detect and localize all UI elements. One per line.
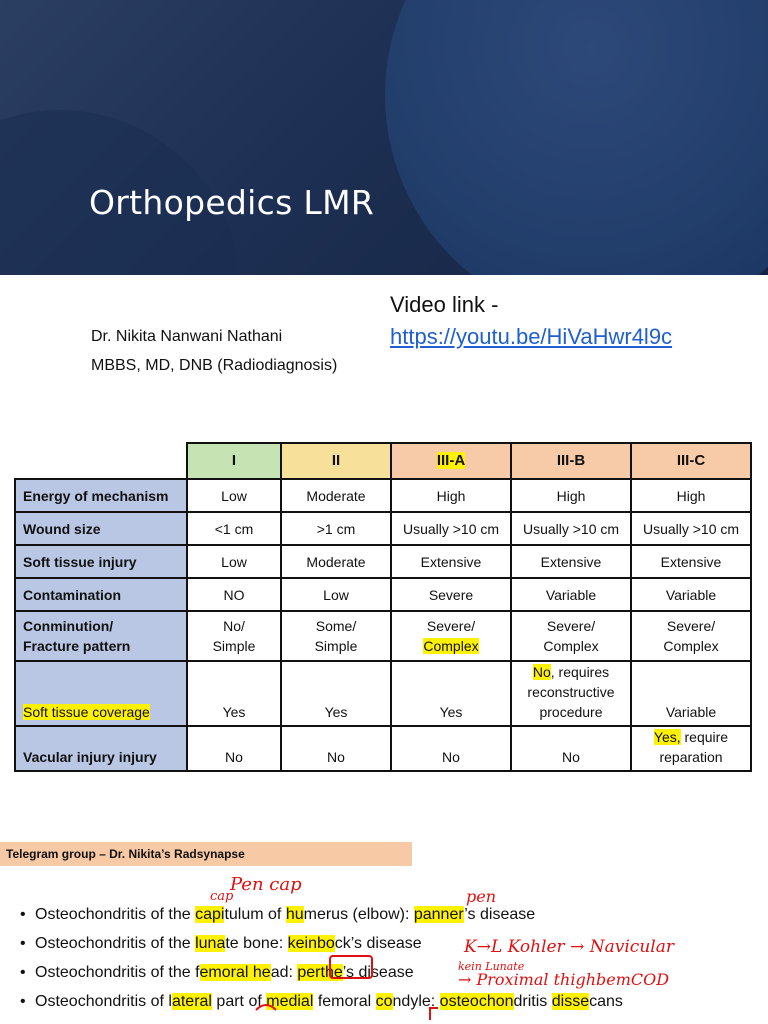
table-header-row xyxy=(15,443,751,479)
table-cell: Low xyxy=(281,578,391,611)
table-cell: High xyxy=(631,479,751,512)
row-label xyxy=(15,661,187,726)
table-cell xyxy=(511,611,631,661)
table-row xyxy=(15,611,751,661)
slide-title: Orthopedics LMR xyxy=(89,183,375,222)
table-cell: No xyxy=(391,726,511,771)
table-cell: Extensive xyxy=(391,545,511,578)
table-cell: Yes xyxy=(391,661,511,726)
highlighted-text: medial xyxy=(266,993,314,1010)
highlighted-text: perthe xyxy=(297,964,343,981)
table-row xyxy=(15,661,751,726)
highlighted-text: disse xyxy=(551,993,590,1010)
gustilo-grade-table xyxy=(14,442,752,772)
table-cell: Variable xyxy=(511,578,631,611)
column-header: II xyxy=(281,443,391,479)
highlighted-text: hu xyxy=(285,906,304,923)
table-row xyxy=(15,479,751,512)
row-label-line: Conminution/ xyxy=(23,618,114,634)
cell-line xyxy=(394,636,508,656)
annotation-kein-lunate: kein Lunate xyxy=(458,960,525,973)
text: tulum of xyxy=(224,906,286,923)
table-cell xyxy=(391,611,511,661)
row-label xyxy=(15,611,187,661)
column-header: III-A xyxy=(391,443,511,479)
highlighted-text: Complex xyxy=(423,638,479,654)
highlighted-text: Soft tissue coverage xyxy=(23,704,150,720)
column-header: III-C xyxy=(631,443,751,479)
table-cell: High xyxy=(511,479,631,512)
video-link[interactable]: https://youtu.be/HiVaHwr4l9c xyxy=(390,324,673,349)
annotation-proximal: → Proximal thighbemCOD xyxy=(458,970,670,989)
cell-text: , requires xyxy=(550,664,610,680)
row-label-line: Fracture pattern xyxy=(23,638,131,654)
cell-line: procedure xyxy=(539,704,603,720)
highlighted-text: No xyxy=(532,664,551,680)
cell-line: Complex xyxy=(663,638,719,654)
table-cell: Usually >10 cm xyxy=(511,512,631,545)
table-cell xyxy=(187,611,281,661)
highlighted-text: Yes, xyxy=(653,729,681,745)
table-cell: Variable xyxy=(631,578,751,611)
highlighted-text: keinbo xyxy=(287,935,335,952)
banner-decor-circle xyxy=(385,0,768,275)
cell-line: reconstructive xyxy=(527,684,615,700)
table-row xyxy=(15,726,751,771)
table-cell: Extensive xyxy=(631,545,751,578)
table-cell: No xyxy=(511,726,631,771)
text: Osteochondritis of the xyxy=(35,906,196,923)
table-corner xyxy=(15,443,187,479)
cell-line: Simple xyxy=(212,638,256,654)
text: dritis xyxy=(513,993,552,1010)
table-row xyxy=(15,512,751,545)
table-cell: Moderate xyxy=(281,545,391,578)
cell-line: Complex xyxy=(543,638,599,654)
author-name: Dr. Nikita Nanwani Nathani xyxy=(91,328,283,345)
cell-line: Simple xyxy=(314,638,358,654)
text: Osteochondritis of l xyxy=(35,993,172,1010)
table-cell: NO xyxy=(187,578,281,611)
highlighted-text: co xyxy=(375,993,393,1010)
highlighted-text: luna xyxy=(195,935,226,952)
table-cell: High xyxy=(391,479,511,512)
table-cell: Severe xyxy=(391,578,511,611)
annotation-kohler: K→L Kohler → Navicular xyxy=(464,937,674,957)
highlighted-text: capi xyxy=(195,906,225,923)
cell-line: Severe/ xyxy=(426,618,476,634)
cell-line xyxy=(514,662,628,682)
table-cell xyxy=(511,661,631,726)
text: ck’s disease xyxy=(334,935,422,952)
text: Osteochondritis of the xyxy=(35,935,196,952)
list-item: • Osteochondritis of lateral part of medial femoral condyle: osteochondritis dissecans xyxy=(20,993,623,1010)
row-label: Vacular injury injury xyxy=(15,726,187,771)
table-row xyxy=(15,578,751,611)
table-cell: No xyxy=(281,726,391,771)
cell-line xyxy=(634,727,748,747)
table-cell xyxy=(281,611,391,661)
table-cell: Low xyxy=(187,479,281,512)
text: ’s disease xyxy=(464,906,536,923)
cell-text: require xyxy=(680,729,729,745)
highlighted-text: emoral he xyxy=(199,964,271,981)
cell-line: reparation xyxy=(659,749,723,765)
annotation-pen: pen xyxy=(466,887,497,906)
highlighted-text: ateral xyxy=(171,993,212,1010)
text: ndyle: xyxy=(392,993,440,1010)
column-header-label: III-B xyxy=(556,452,586,469)
table-cell: Variable xyxy=(631,661,751,726)
row-label: Contamination xyxy=(15,578,187,611)
table-cell: Yes xyxy=(281,661,391,726)
text: ’s disease xyxy=(342,964,414,981)
column-header xyxy=(511,443,631,479)
table-cell: >1 cm xyxy=(281,512,391,545)
table-cell: Usually >10 cm xyxy=(391,512,511,545)
table-cell: <1 cm xyxy=(187,512,281,545)
list-item: • Osteochondritis of the capitulum of humerus (elbow): panner’s disease xyxy=(20,906,536,923)
telegram-group-banner: Telegram group – Dr. Nikita’s Radsynapse xyxy=(0,842,412,866)
table-cell xyxy=(631,726,751,771)
video-label: Video link - xyxy=(390,292,499,317)
table-cell: Yes xyxy=(187,661,281,726)
cell-line: No/ xyxy=(223,618,245,634)
table-row xyxy=(15,545,751,578)
row-label: Energy of mechanism xyxy=(15,479,187,512)
table-cell: Low xyxy=(187,545,281,578)
text: Osteochondritis of the f xyxy=(35,964,200,981)
highlighted-text: panner xyxy=(413,906,465,923)
annotation-pen-cap: Pen cap xyxy=(230,874,302,895)
column-header: I xyxy=(187,443,281,479)
cell-line: Severe/ xyxy=(666,618,716,634)
list-item: • Osteochondritis of the lunate bone: keinbock’s disease xyxy=(20,935,422,952)
text: femoral xyxy=(313,993,376,1010)
table-cell: Moderate xyxy=(281,479,391,512)
text: cans xyxy=(589,993,623,1010)
highlighted-text: osteochon xyxy=(439,993,514,1010)
text: part of xyxy=(211,993,267,1010)
cell-line: Some/ xyxy=(315,618,357,634)
table-cell: Extensive xyxy=(511,545,631,578)
title-banner xyxy=(0,0,768,275)
row-label: Wound size xyxy=(15,512,187,545)
text: merus (elbow): xyxy=(303,906,414,923)
row-label: Soft tissue injury xyxy=(15,545,187,578)
table-cell xyxy=(631,611,751,661)
osteochondritis-list xyxy=(20,904,623,1020)
table-cell: Usually >10 cm xyxy=(631,512,751,545)
annotation-cap: cap xyxy=(210,889,234,904)
list-item: • Osteochondritis of the femoral head: perthe’s disease xyxy=(20,964,414,981)
table-cell: No xyxy=(187,726,281,771)
text: ad: xyxy=(270,964,298,981)
author-credentials: MBBS, MD, DNB (Radiodiagnosis) xyxy=(91,357,338,374)
text: te bone: xyxy=(225,935,288,952)
cell-line: Severe/ xyxy=(546,618,596,634)
